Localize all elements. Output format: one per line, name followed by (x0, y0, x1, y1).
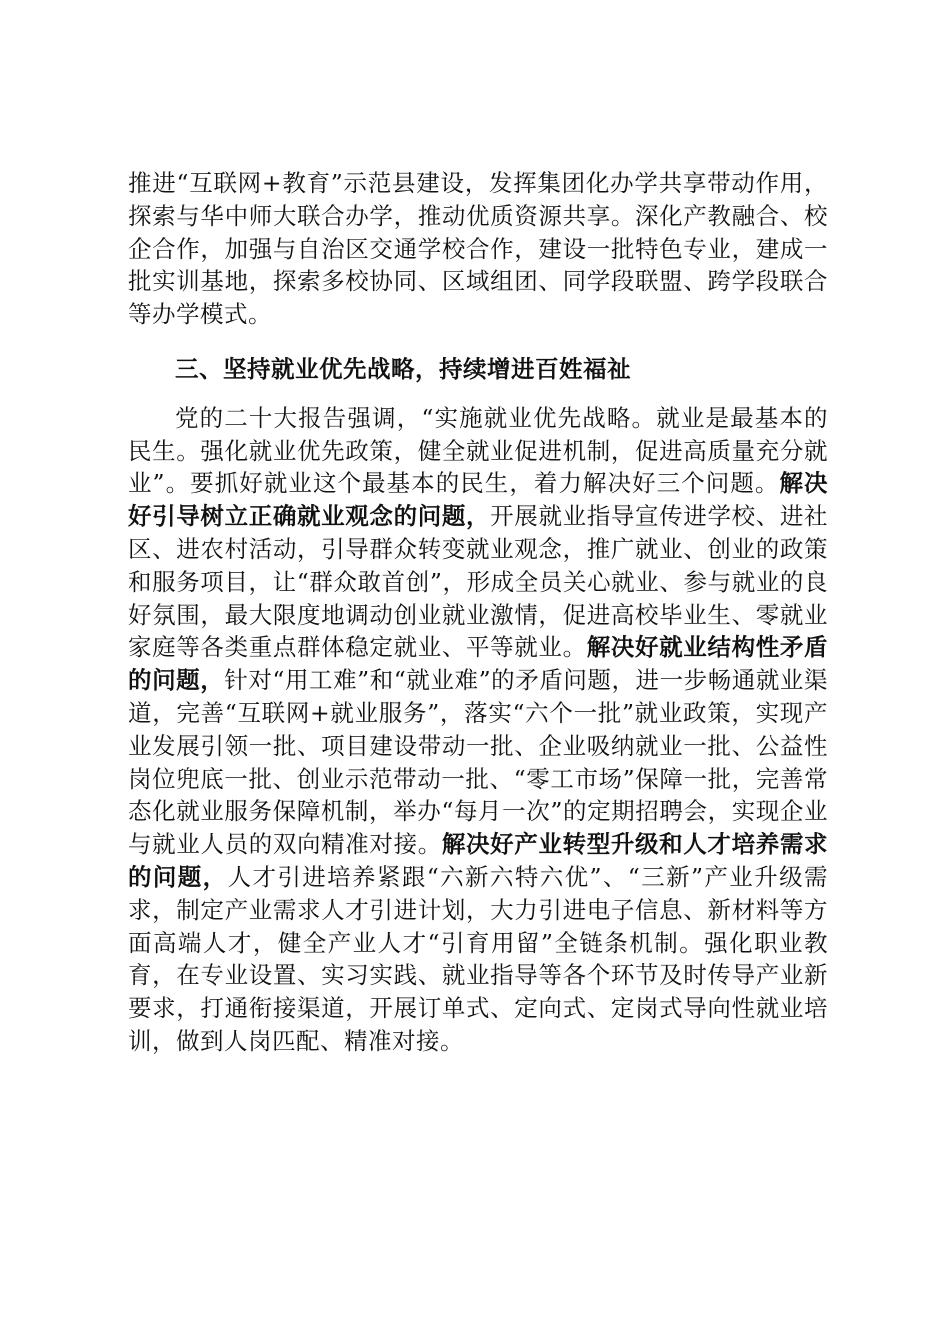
paragraph-text: 开展就业指导宣传进学校、进社区、进农村活动，引导群众转变就业观念，推广就业、创业的政策和服务项目，让“群众敢首创”，形成全员关心就业、参与就业的良好氛围，最大限度地调动创业就业激情，促进高校毕业生、零就业家庭等各类重点群体稳定就业、平等就业。 (128, 502, 829, 662)
bold-point-3: 解决好产业转型升级和人才培养需求的问题， (128, 830, 829, 891)
paragraph-text: 党的二十大报告强调，“实施就业优先战略。就业是最基本的民生。强化就业优先政策，健全就业促进机制，促进高质量充分就业”。要抓好就业这个最基本的民生，着力解决好三个问题。 (128, 403, 828, 498)
paragraph-text: 人才引进培养紧跟“六新六特六优”、“三新”产业升级需求，制定产业需求人才引进计划，大力引进电子信息、新材料等方面高端人才，健全产业人才“引育用留”全链条机制。强化职业教育，在专业设置、实习实践、就业指导等各个环节及时传导产业新要求，打通衔接渠道，开展订单式、定向式、定岗式导向性就业培训，做到人岗匹配、精准对接。 (128, 862, 828, 1055)
bold-point-2: 解决好就业结构性矛盾的问题， (128, 633, 829, 695)
section-heading-3: 三、坚持就业优先战略，持续增进百姓福祉 (175, 354, 631, 383)
paragraph-employment (128, 402, 828, 1058)
paragraph-text: 针对“用工难”和“就业难”的矛盾问题，进一步畅通就业渠道，完善“互联网+就业服务”，落实“六个一批”就业政策，实现产业发展引领一批、项目建设带动一批、企业吸纳就业一批、公益性岗位兜底一批、创业示范带动一批、“零工市场”保障一批，完善常态化就业服务保障机制，举办“每月一次”的定期招聘会，实现企业与就业人员的双向精准对接。 (128, 666, 828, 859)
document-body (128, 167, 828, 1058)
bold-point-1: 解决好引导树立正确就业观念的问题， (128, 469, 829, 531)
paragraph-education: 推进“互联网+教育”示范县建设，发挥集团化办学共享带动作用，探索与华中师大联合办学，推动优质资源共享。深化产教融合、校企合作，加强与自治区交通学校合作，建设一批特色专业，建成一批实训基地，探索多校协同、区域组团、同学段联盟、跨学段联合等办学模式。 (128, 169, 828, 329)
